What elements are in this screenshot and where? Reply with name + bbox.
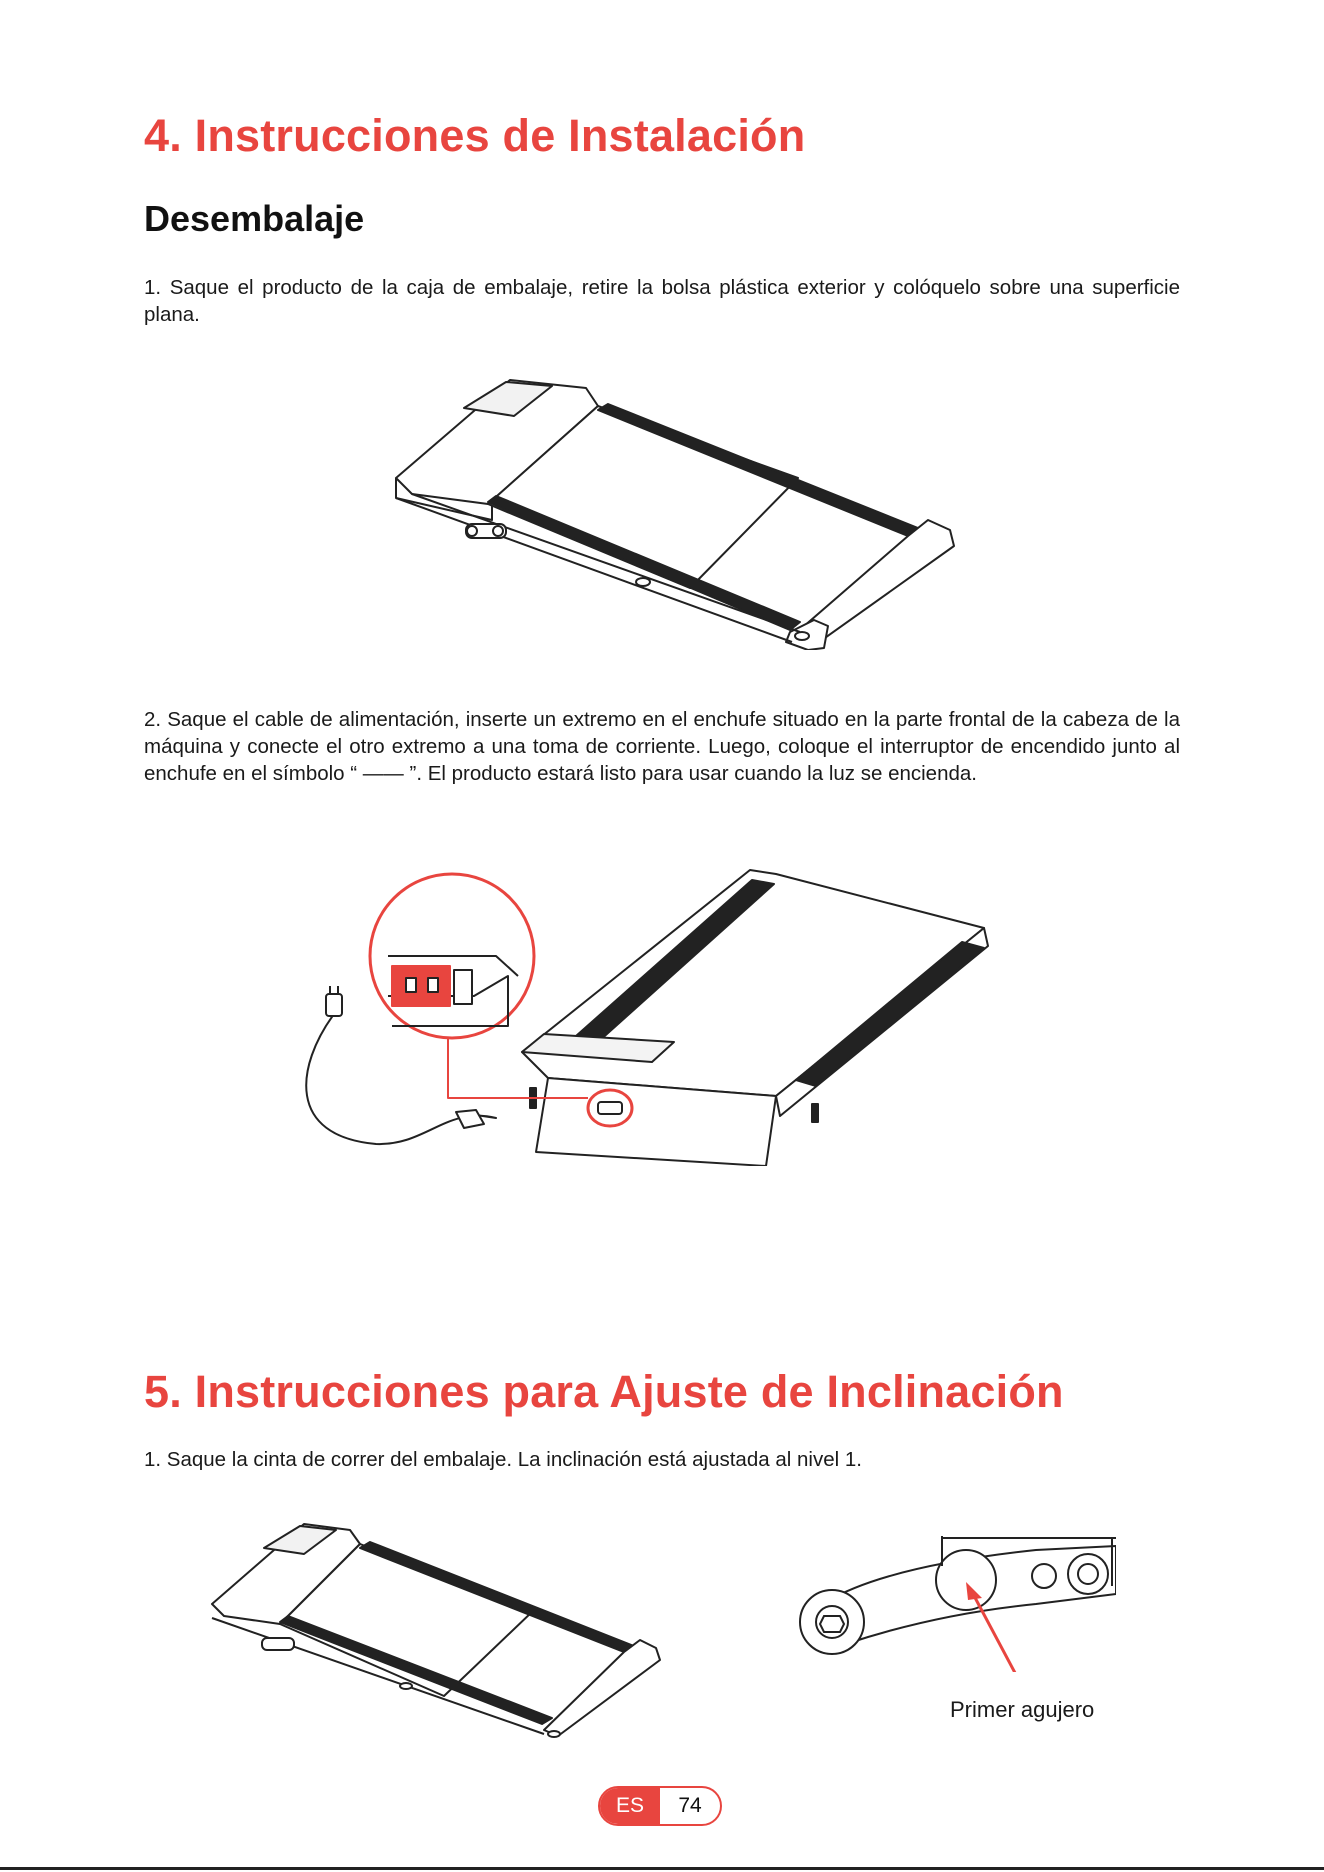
unpacking-subtitle: Desembalaje bbox=[144, 198, 365, 239]
page-badge bbox=[598, 1786, 722, 1826]
power-cable-illustration bbox=[296, 866, 1016, 1166]
unpacking-step-2: 2. Saque el cable de alimentación, inserte un extremo en el enchufe situado en la parte frontal de la cabeza de la máquina y conecte el otro extremo a una toma de corriente. Luego, coloque el interruptor de encendido junto al enchufe en el símbolo “ —— ”. El producto estará listo para usar cuando la luz se encienda. bbox=[144, 708, 1180, 785]
section-4-title: 4. Instrucciones de Instalación bbox=[144, 110, 806, 161]
treadmill-small-illustration bbox=[204, 1518, 666, 1740]
treadmill-illustration bbox=[388, 370, 960, 650]
incline-step-1: 1. Saque la cinta de correr del embalaje. La inclinación está ajustada al nivel 1. bbox=[144, 1448, 862, 1471]
incline-hole-diagram bbox=[786, 1536, 1116, 1672]
unpacking-step-1: 1. Saque el producto de la caja de embalaje, retire la bolsa plástica exterior y colóquelo sobre una superficie plana. bbox=[144, 276, 1180, 326]
first-hole-caption: Primer agujero bbox=[950, 1697, 1095, 1722]
page-number: 74 bbox=[678, 1794, 702, 1817]
language-label: ES bbox=[600, 1788, 660, 1824]
bottom-border bbox=[0, 1867, 1324, 1870]
section-5-title: 5. Instrucciones para Ajuste de Inclinación bbox=[144, 1366, 1064, 1417]
